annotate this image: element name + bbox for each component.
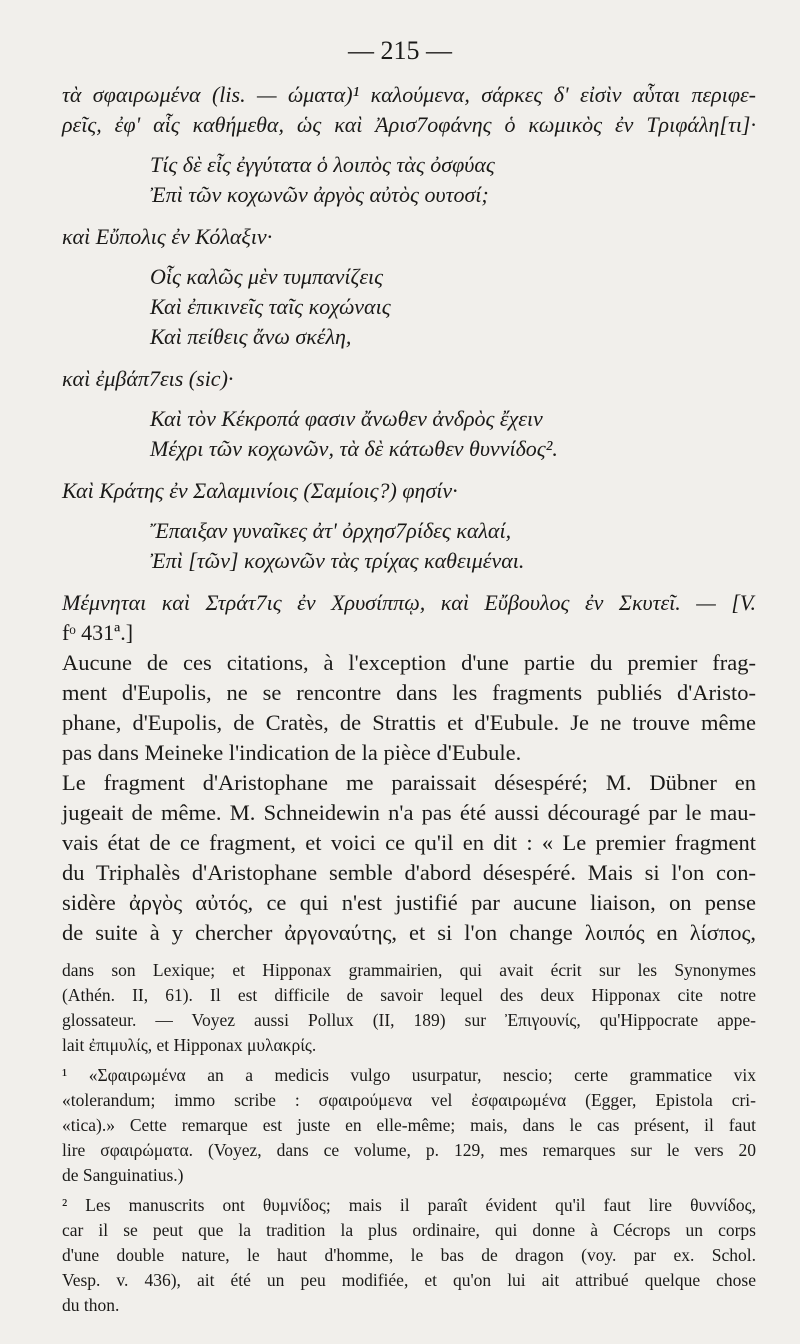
verse-line: Ἔπαιξαν γυναῖκες ἀτ' ὀρχησ7ρίδες καλαί,	[150, 518, 512, 543]
footnote-line: dans son Lexique; et Hipponax grammairien, qui avait écrit sur les Synonymes	[62, 960, 756, 980]
body-line: sidère ἀργὸς αὐτός, ce qui n'est justifié par aucune liaison, on pense	[62, 890, 756, 915]
body-line: du Triphalès d'Aristophane semble d'abord désespéré. Mais si l'on con-	[62, 860, 756, 885]
footnote-line: ¹ «Σφαιρωμένα an a medicis vulgo usurpatur, nescio; certe grammatice vix	[62, 1065, 756, 1085]
verse-line: Ἐπὶ τῶν κοχωνῶν ἀργὸς αὐτὸς ουτοσί;	[150, 182, 489, 207]
verse-line: Καὶ πείθεις ἄνω σκέλη,	[150, 324, 352, 349]
footnote-line: lait ἐπιμυλίς, et Hipponax μυλακρίς.	[62, 1035, 317, 1055]
greek-text-line: fᵒ 431ª.]	[62, 620, 134, 645]
body-line: de suite à y chercher ἀργοναύτης, et si l'on change λοιπός en λίσπος,	[62, 920, 756, 945]
footnote-line: (Athén. II, 61). Il est difficile de savoir lequel des deux Hipponax cite notre	[62, 985, 756, 1005]
body-line: phane, d'Eupolis, de Cratès, de Strattis et d'Eubule. Je ne trouve même	[62, 710, 756, 735]
body-line: ment d'Eupolis, ne se rencontre dans les fragments publiés d'Aristo-	[62, 680, 756, 705]
greek-text-line: τὰ σφαιρωμένα (lis. — ώματα)¹ καλούμενα, σάρκες δ' εἰσὶν αὗται περιφε-	[62, 82, 756, 107]
page-number: — 215 —	[348, 36, 452, 65]
body-line: Le fragment d'Aristophane me paraissait désespéré; M. Dübner en	[62, 770, 756, 795]
body-line: vais état de ce fragment, et voici ce qu'il en dit : « Le premier fragment	[62, 830, 756, 855]
verse-line: Καὶ ἐπικινεῖς ταῖς κοχώναις	[150, 294, 391, 319]
citation-intro: καὶ ἐμβάπ7ειs (sic)·	[62, 366, 234, 391]
verse-line: Μέχρι τῶν κοχωνῶν, τὰ δὲ κάτωθεν θυννίδος².	[150, 436, 558, 461]
body-line: pas dans Meineke l'indication de la pièce d'Eubule.	[62, 740, 522, 765]
verse-line: Οἷς καλῶς μὲν τυμπανίζεις	[150, 264, 384, 289]
footnote-line: Vesp. v. 436), ait été un peu modifiée, et qu'on lui ait attribué quelque chose	[62, 1270, 756, 1290]
citation-intro: καὶ Εὔπολις ἐν Κόλαξιν·	[62, 224, 273, 249]
verse-line: Ἐπὶ [τῶν] κοχωνῶν τὰς τρίχας καθειμέναι.	[150, 548, 525, 573]
footnote-line: «tica).» Cette remarque est juste en elle-même; mais, dans le cas présent, il faut	[62, 1115, 756, 1135]
footnote-line: de Sanguinatius.)	[62, 1165, 184, 1185]
footnote-line: ² Les manuscrits ont θυμνίδος; mais il paraît évident qu'il faut lire θυννίδος,	[62, 1195, 756, 1215]
footnote-line: lire σφαιρώματα. (Voyez, dans ce volume, p. 129, mes remarques sur le vers 20	[62, 1140, 756, 1160]
verse-line: Τίς δὲ εἶς ἐγγύτατα ὁ λοιπὸς τὰς ὀσφύας	[150, 152, 495, 177]
footnote-line: du thon.	[62, 1295, 120, 1315]
footnote-line: glossateur. — Voyez aussi Pollux (II, 189) sur Ἐπιγουνίς, qu'Hippocrate appe-	[62, 1010, 756, 1030]
footnote-line: d'une double nature, le haut d'homme, le bas de dragon (voy. par ex. Schol.	[62, 1245, 756, 1265]
footnote-line: car il se peut que la tradition la plus ordinaire, qui donne à Cécrops un corps	[62, 1220, 756, 1240]
body-line: Aucune de ces citations, à l'exception d'une partie du premier frag-	[62, 650, 756, 675]
citation-intro: Καὶ Κράτης ἐν Σαλαμινίοις (Σαμίοις?) φησίν·	[62, 478, 458, 503]
body-line: jugeait de même. M. Schneidewin n'a pas été aussi découragé par le mau-	[62, 800, 756, 825]
greek-text-line: ρεῖς, ἐφ' αἷς καθήμεθα, ὡς καὶ Ἀρισ7οφάνης ὁ κωμικὸς ἐν Τριφάλη[τι]·	[62, 112, 756, 137]
verse-line: Καὶ τὸν Κέκροπά φασιν ἄνωθεν ἀνδρὸς ἔχειν	[150, 406, 543, 431]
greek-text-line: Μέμνηται καὶ Στράτ7ις ἐν Χρυσίππῳ, καὶ Εὔβουλος ἐν Σκυτεῖ. — [V.	[62, 590, 756, 615]
footnote-line: «tolerandum; immo scribe : σφαιρούμενα vel ἐσφαιρωμένα (Egger, Epistola cri-	[62, 1090, 756, 1110]
